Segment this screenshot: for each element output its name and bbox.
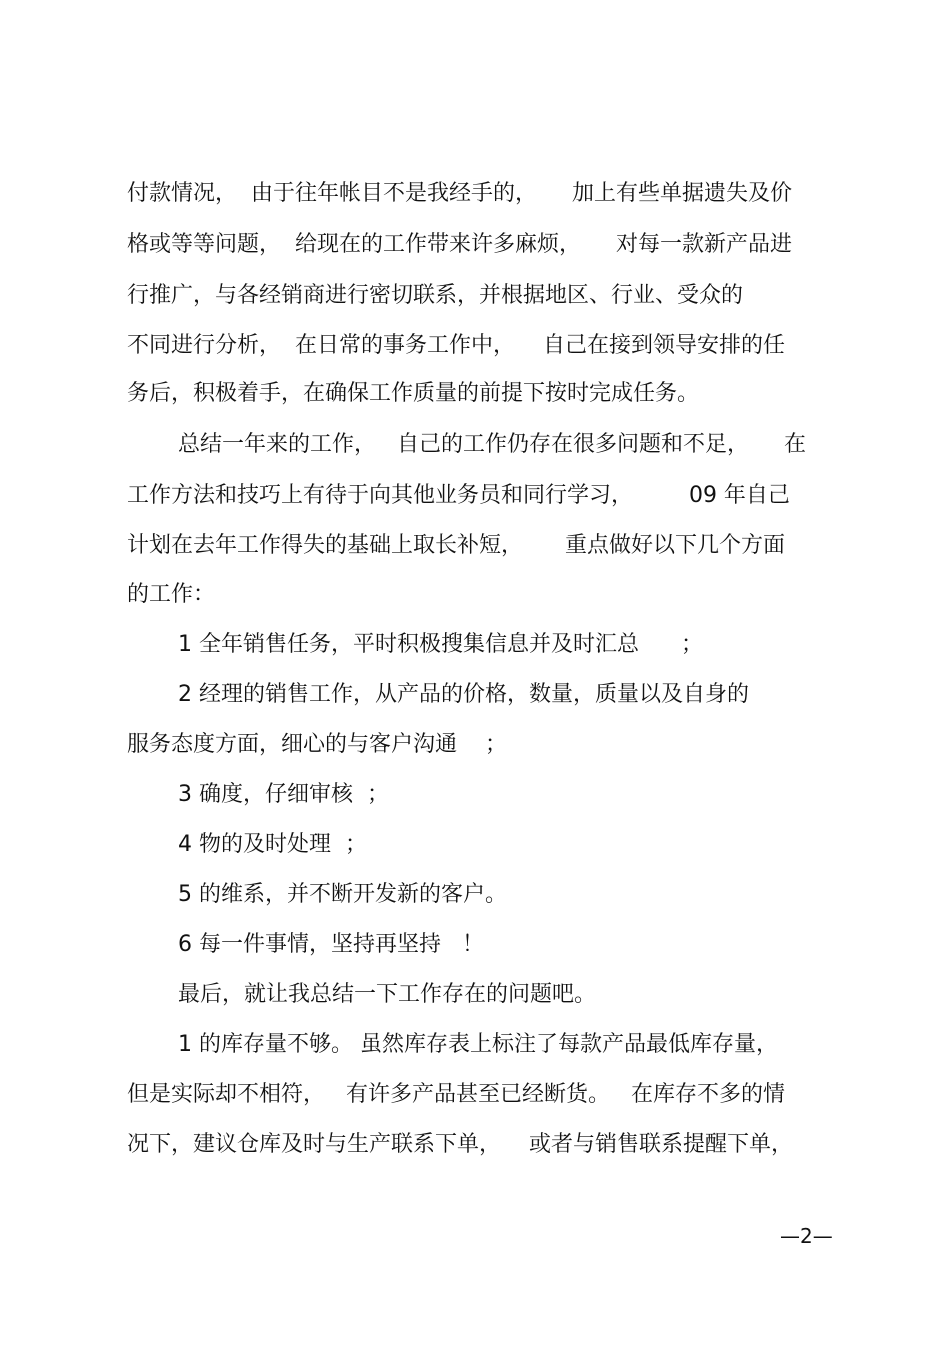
paragraph-start-line: 最后，就让我总结一下工作存在的问题吧。 [178, 982, 597, 1007]
list-item-line: 3 确度，仔细审核 ； [178, 782, 389, 807]
text-line: 务后，积极着手，在确保工作质量的前提下按时完成任务。 [127, 381, 700, 406]
list-item-line: 2 经理的销售工作，从产品的价格，数量，质量以及自身的 [178, 682, 749, 707]
list-item-line: 5 的维系，并不断开发新的客户。 [178, 882, 507, 907]
list-item-line: 1 全年销售任务，平时积极搜集信息并及时汇总 ； [178, 632, 703, 657]
text-line: 付款情况， 由于往年帐目不是我经手的， 加上有些单据遗失及价 [127, 181, 792, 206]
text-line: 行推广，与各经销商进行密切联系，并根据地区、行业、受众的 [127, 283, 744, 308]
text-line: 工作方法和技巧上有待于向其他业务员和同行学习， 09 年自己 [127, 483, 790, 508]
text-line: 但是实际却不相符， 有许多产品甚至已经断货。 在库存不多的情 [127, 1082, 785, 1107]
page-number: —2— [780, 1224, 833, 1248]
text-line: 况下，建议仓库及时与生产联系下单， 或者与销售联系提醒下单， [127, 1132, 793, 1157]
list-item-line: 4 物的及时处理 ； [178, 832, 367, 857]
text-line: 不同进行分析， 在日常的事务工作中， 自己在接到领导安排的任 [127, 333, 785, 358]
list-item-line: 6 每一件事情，坚持再坚持 ！ [178, 932, 484, 957]
paragraph-start-line: 总结一年来的工作， 自己的工作仍存在很多问题和不足， 在 [178, 432, 806, 457]
list-item-line: 1 的库存量不够。 虽然库存表上标注了每款产品最低库存量， [178, 1032, 778, 1057]
text-line: 格或等等问题， 给现在的工作带来许多麻烦， 对每一款新产品进 [127, 232, 792, 257]
text-line: 的工作： [127, 582, 216, 607]
text-line: 计划在去年工作得失的基础上取长补短， 重点做好以下几个方面 [127, 533, 785, 558]
text-line: 服务态度方面，细心的与客户沟通 ； [127, 732, 507, 757]
